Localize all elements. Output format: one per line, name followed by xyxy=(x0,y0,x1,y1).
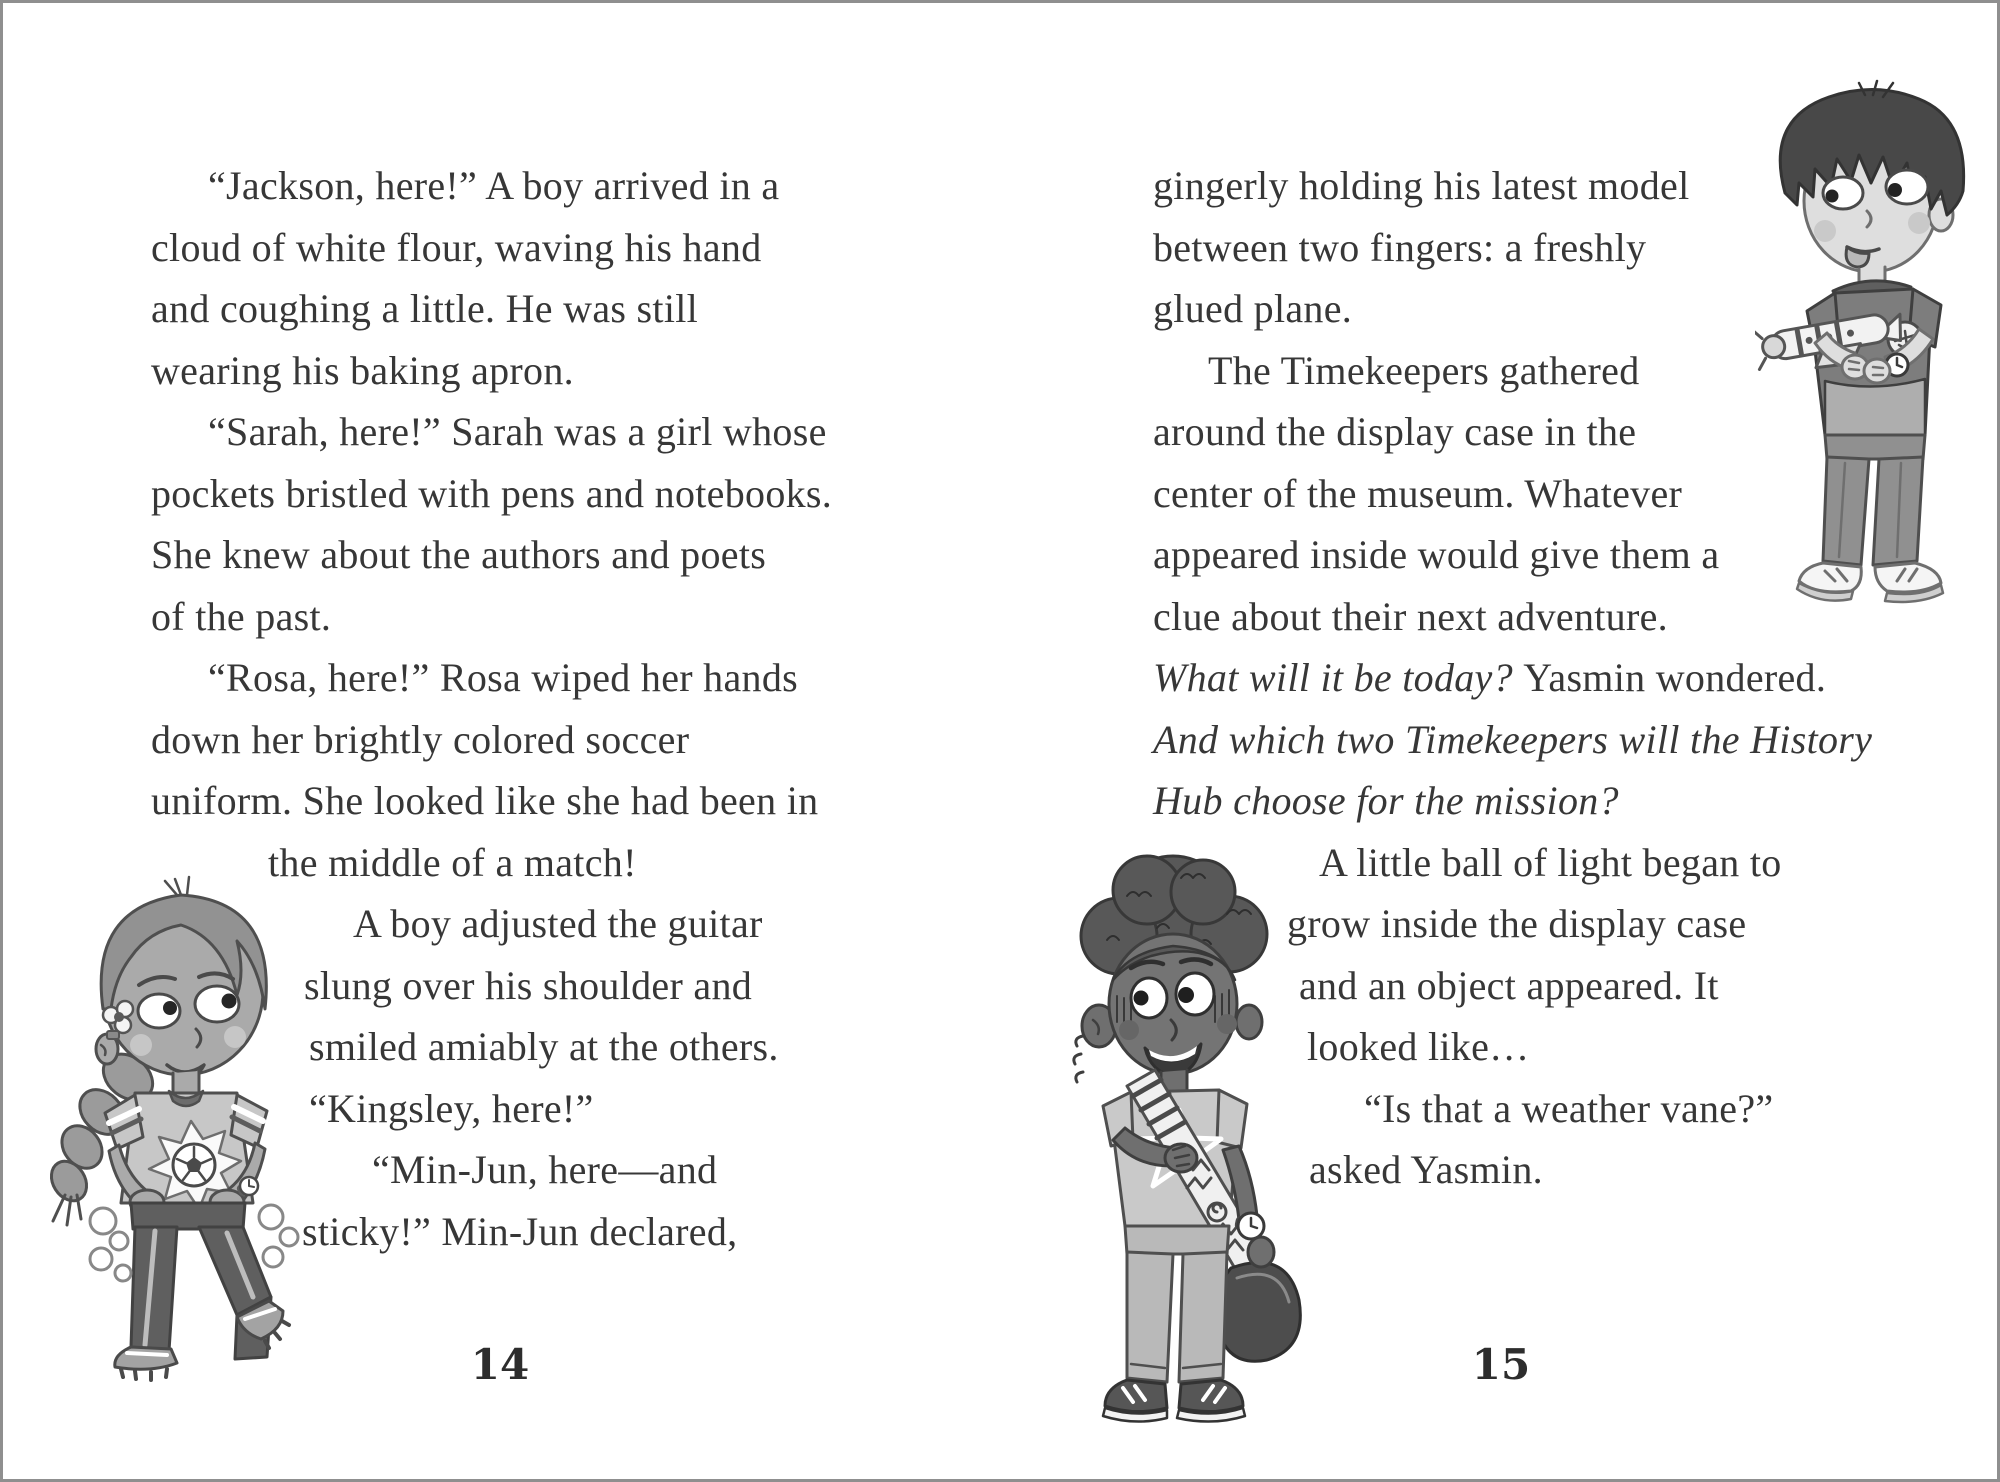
text-line xyxy=(1153,647,1872,709)
kingsley-guitar-body xyxy=(1216,1262,1301,1361)
text-line: looked like… xyxy=(1307,1024,1530,1069)
kingsley-shoe-left xyxy=(1103,1380,1167,1422)
minjun-pants xyxy=(1823,435,1925,565)
text-line: A little ball of light began to xyxy=(1319,839,1782,885)
text-line: “Kingsley, here!” xyxy=(309,1085,594,1131)
illustration-rosa-soccer-girl xyxy=(31,869,306,1384)
kingsley-shoe-right xyxy=(1177,1380,1245,1422)
text-line: sticky!” Min-Jun declared, xyxy=(302,1208,738,1254)
illustration-minjun-plane-boy xyxy=(1755,75,1985,610)
text-line-italic: Hub choose for the mission? xyxy=(1153,778,1619,823)
text-line-italic: And which two Timekeepers will the History xyxy=(1153,716,1873,762)
kingsley-ear-left xyxy=(1236,1005,1262,1039)
text-line: of the past. xyxy=(151,593,332,639)
text-line: cloud of white flour, waving his hand xyxy=(151,224,762,270)
kingsley-pants xyxy=(1125,1226,1229,1382)
minjun-shoe-left xyxy=(1797,563,1861,601)
text-line: and coughing a little. He was still xyxy=(151,286,699,331)
minjun-blush-right xyxy=(1908,212,1930,234)
illustration-kingsley-guitar-boy xyxy=(1031,848,1316,1453)
kingsley-hand-left xyxy=(1248,1237,1274,1267)
text-line: grow inside the display case xyxy=(1287,901,1747,946)
kingsley-hand-grip xyxy=(1165,1144,1197,1172)
text-line: smiled amiably at the others. xyxy=(309,1024,779,1069)
text-line: appeared inside would give them a xyxy=(1153,532,1720,577)
minjun-shirt-panel xyxy=(1825,379,1925,435)
text-line: uniform. She looked like she had been in xyxy=(151,778,819,823)
narration-text: Yasmin wondered. xyxy=(1523,655,1827,700)
text-line: center of the museum. Whatever xyxy=(1153,470,1683,516)
text-line: asked Yasmin. xyxy=(1309,1147,1543,1192)
text-line: The Timekeepers gathered xyxy=(1208,347,1640,393)
minjun-blush-left xyxy=(1814,220,1836,242)
text-line: “Sarah, here!” Sarah was a girl whose xyxy=(208,409,827,454)
text-line: the middle of a match! xyxy=(268,839,637,885)
rosa-blush-right xyxy=(224,1026,246,1048)
text-line: between two fingers: a freshly xyxy=(1153,224,1647,270)
left-page-number: 14 xyxy=(470,1340,530,1389)
minjun-shoe-right xyxy=(1875,563,1943,602)
text-line: “Jackson, here!” A boy arrived in a xyxy=(208,163,780,208)
text-line: slung over his shoulder and xyxy=(304,962,753,1008)
right-page-number: 15 xyxy=(1471,1340,1531,1389)
text-line: wearing his baking apron. xyxy=(151,347,574,393)
text-line: and an object appeared. It xyxy=(1299,962,1719,1008)
text-line: down her brightly colored soccer xyxy=(151,716,690,762)
text-line: A boy adjusted the guitar xyxy=(353,901,763,946)
text-line: “Min-Jun, here—and xyxy=(372,1147,718,1192)
rosa-blush-left xyxy=(130,1034,152,1056)
text-line: glued plane. xyxy=(1153,286,1353,331)
kingsley-guitar-pegs xyxy=(1074,1036,1083,1082)
text-line: “Is that a weather vane?” xyxy=(1364,1085,1774,1131)
kingsley-blush xyxy=(1119,1020,1139,1040)
kingsley-face xyxy=(1109,934,1237,1074)
text-line: around the display case in the xyxy=(1153,409,1637,454)
text-line: “Rosa, here!” Rosa wiped her hands xyxy=(208,655,799,700)
rosa-cleat-left xyxy=(115,1347,177,1380)
italic-thought-text: What will it be today? xyxy=(1153,655,1524,700)
kingsley-blush2 xyxy=(1217,1014,1237,1034)
text-line: pockets bristled with pens and notebooks. xyxy=(151,470,833,516)
text-line: gingerly holding his latest model xyxy=(1153,163,1690,208)
text-line: clue about their next adventure. xyxy=(1153,593,1668,639)
text-line: She knew about the authors and poets xyxy=(151,532,767,577)
minjun-hand-right xyxy=(1864,359,1890,383)
